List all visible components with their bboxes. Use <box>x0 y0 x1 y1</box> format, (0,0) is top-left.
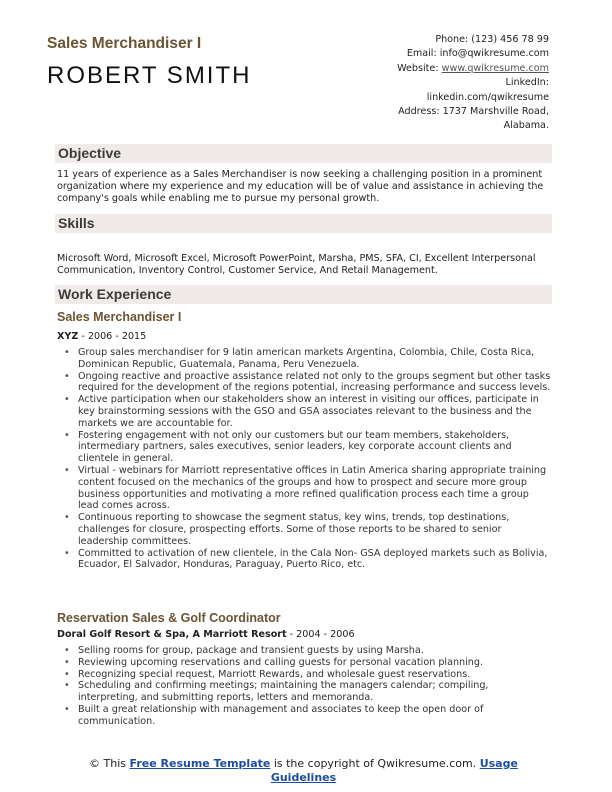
candidate-name: ROBERT SMITH <box>47 62 252 89</box>
list-item: • Virtual - webinars for Marriott representative offices in Latin America sharing appropriate training content focused on the mechanics of the groups and how to prospect and secure more group business opportunities and motivating a more refined qualification process each time a group lead comes across. <box>57 465 551 512</box>
footer-prefix: © This <box>89 757 130 770</box>
contact-website-link[interactable]: www.qwikresume.com <box>441 62 549 74</box>
contact-linkedin: linkedin.com/qwikresume <box>426 91 549 103</box>
footer-middle: is the copyright of Qwikresume.com. <box>270 757 480 770</box>
objective-text: 11 years of experience as a Sales Merchandiser is now seeking a challenging position in a prominent organization where my experience and my education will be of value and assistance in achieving the company's goals while enabling me to pursue my personal growth. <box>57 169 544 204</box>
contact-email: Email: info@qwikresume.com <box>406 48 549 60</box>
list-item: • Ongoing reactive and proactive assistance related not only to the groups segment but other tasks required for the development of the regions potential, increasing performance and success levels. <box>57 371 551 395</box>
copyright-footer <box>55 757 552 785</box>
resume-job-title: Sales Merchandiser I <box>47 35 202 52</box>
list-item: • Recognizing special request, Marriott Rewards, and wholesale guest reservations. <box>57 669 551 681</box>
contact-address: Address: 1737 Marshville Road, <box>398 106 549 118</box>
skills-title: Skills <box>58 215 95 231</box>
job-bullets-2 <box>57 645 551 728</box>
list-item: • Scheduling and confirming meetings; maintaining the managers calendar; compiling, interpreting, and submitting reports, letters and memoranda. <box>57 680 551 704</box>
work-experience-title: Work Experience <box>58 286 172 302</box>
contact-website-line <box>289 62 549 76</box>
list-item: • Reviewing upcoming reservations and calling guests for personal vacation planning. <box>57 657 551 669</box>
usage-guidelines-link-part2[interactable]: Guidelines <box>270 771 337 784</box>
job-company-2: Doral Golf Resort & Spa, A Marriott Resort <box>57 629 287 640</box>
contact-website-label: Website: <box>397 62 439 74</box>
contact-linkedin-label: LinkedIn: <box>505 77 549 89</box>
objective-title: Objective <box>58 145 122 161</box>
objective-section-header <box>55 144 552 163</box>
skills-section-header <box>55 214 552 233</box>
job-title-1: Sales Merchandiser I <box>57 310 182 324</box>
job-dates-2: - 2004 - 2006 <box>286 629 355 640</box>
job-company-line-1 <box>57 331 146 342</box>
job-title-2: Reservation Sales & Golf Coordinator <box>57 611 281 625</box>
job-bullets-1 <box>57 347 551 571</box>
contact-block <box>289 33 549 134</box>
contact-phone: Phone: (123) 456 78 99 <box>435 34 549 45</box>
list-item: • Committed to activation of new clientele, in the Cala Non- GSA deployed markets such as Bolivia, Ecuador, El Salvador, Honduras, Paraguay, Puerto Rico, etc. <box>57 548 551 572</box>
contact-address-state: Alabama. <box>503 120 549 132</box>
list-item: • Active participation when our stakeholders show an interest in visiting our offices, participate in key brainstorming sessions with the GSO and GSA associates relevant to the business and the markets we are accountable for. <box>57 394 551 429</box>
job-company-line-2 <box>57 629 355 640</box>
work-experience-section-header <box>55 285 552 304</box>
list-item: • Group sales merchandiser for 9 latin american markets Argentina, Colombia, Chile, Costa Rica, Dominican Republic, Guatemala, Panama, Peru Venezuela. <box>57 347 551 371</box>
usage-guidelines-link-part1[interactable]: Usage <box>479 757 518 770</box>
free-resume-template-link[interactable]: Free Resume Template <box>129 757 271 770</box>
skills-text: Microsoft Word, Microsoft Excel, Microsoft PowerPoint, Marsha, PMS, SFA, CI, Excellent Interpersonal Communication, Inventory Control, Customer Service, And Retail Management. <box>57 253 536 276</box>
list-item: • Fostering engagement with not only our customers but our team members, stakeholders, intermediary partners, sales executives, senior leaders, key corporate account clients and clientele in general. <box>57 430 551 465</box>
list-item: • Built a great relationship with management and associates to keep the open door of communication. <box>57 704 551 728</box>
job-dates-1: - 2006 - 2015 <box>78 331 147 342</box>
job-company-1: XYZ <box>57 331 79 342</box>
list-item: • Continuous reporting to showcase the segment status, key wins, trends, top destinations, challenges for closure, prospecting efforts. Some of those reports to be shared to senior leadership committees. <box>57 512 551 547</box>
list-item: • Selling rooms for group, package and transient guests by using Marsha. <box>57 645 551 657</box>
